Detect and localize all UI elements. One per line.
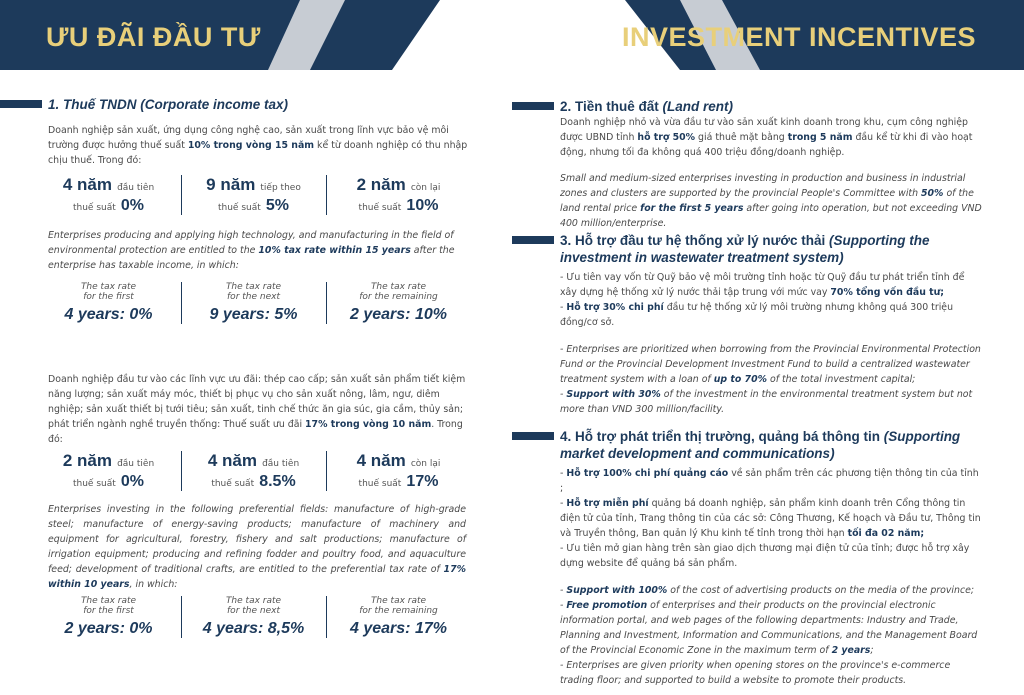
header-title-en: INVESTMENT INCENTIVES xyxy=(621,22,976,52)
paragraph-vi-2: Doanh nghiệp đầu tư vào các lĩnh vực ưu đãi: thép cao cấp; sản xuất sản phẩm tiết kiệm năng lượng; sản xuất máy móc, thiết bị phục vụ cho sản xuất nông, lâm, ngư, diêm nghiệp; sản xuất thiết bị tưới tiêu; sản xuất, tinh chế thức ăn gia súc, gia cầm, thủy sản; phát triển ngành nghề truyền thống: Thuế suất ưu đãi 17% trong vòng 10 năm. Trong đó: xyxy=(48,374,466,445)
list-item: - Hỗ trợ 30% chi phí đầu tư hệ thống xử lý môi trường nhưng không quá 300 triệu đồng/cơ sở. xyxy=(560,302,954,328)
section-title-4: 4. Hỗ trợ phát triển thị trường, quảng bá thông tin (Supporting market development and communications) xyxy=(512,428,982,462)
section-title-3: 3. Hỗ trợ đầu tư hệ thống xử lý nước thải (Supporting the investment in wastewater treatment system) xyxy=(512,232,982,266)
paragraph-en: Small and medium-sized enterprises investing in production and business in industrial zones and clusters are supported by the provincial People's Committee with 50% of the land rental price for the first 5 years after going into operation, but not exceeding VND 400 million/enterprise. xyxy=(560,173,982,229)
stat-item: 2 năm đầu tiên thuế suất 0% xyxy=(62,451,155,490)
stat-item: The tax rate for the next 4 years: 8,5% xyxy=(181,596,326,638)
stats-row-vi-2 xyxy=(36,451,471,491)
stat-item: 4 năm đầu tiên thuế suất 8.5% xyxy=(181,451,326,491)
list-item: - Support with 30% of the investment in the environmental treatment system but not more than VND 300 million/facility. xyxy=(560,389,973,415)
section-land-rent xyxy=(512,98,982,231)
list-item: - Enterprises are given priority when opening stores on the province's e-commerce trading floor; and supported to build a website to promote their products. xyxy=(560,660,951,686)
stat-item: The tax rate for the next 9 years: 5% xyxy=(181,282,326,324)
stat-item: The tax rate for the first 4 years: 0% xyxy=(64,282,153,323)
stat-item: 2 năm còn lại thuế suất 10% xyxy=(326,175,471,215)
header-title-vi: ƯU ĐÃI ĐẦU TƯ xyxy=(46,22,261,52)
stat-item: 9 năm tiếp theo thuế suất 5% xyxy=(181,175,326,215)
list-item: - Free promotion of enterprises and their products on the provincial electronic information portal, and web pages of the following departments: Industry and Trade, Planning and Investment, Information and Communications, and the Management Board of the Provincial Economic Zone in the maximum term of 2 years; xyxy=(560,600,978,656)
list-item: - Ưu tiên vay vốn từ Quỹ bảo vệ môi trường tỉnh hoặc từ Quỹ đầu tư phát triển tỉnh để xây dựng hệ thống xử lý nước thải tập trung với mức vay 70% tổng vốn đầu tư; xyxy=(560,272,965,298)
title-bar xyxy=(512,102,554,110)
section-corporate-income-tax xyxy=(0,96,470,168)
stats-row-vi-1 xyxy=(36,175,471,215)
paragraph-en-2: Enterprises investing in the following preferential fields: manufacture of high-grade steel; manufacture of energy-saving products; manufacture of machinery and equipment for agricultural, forestry, fishery and salt productions; manufacture of irrigation equipment; producing and refining fodder and poultry food, and aquaculture feed; development of traditional crafts, are entitled to the preferential tax rate of 17% within 10 years, in which: xyxy=(48,504,466,590)
section-market-development xyxy=(512,428,982,688)
section-title-2: 2. Tiền thuê đất (Land rent) xyxy=(512,98,982,115)
list-item: - Hỗ trợ 100% chi phí quảng cáo về sản phẩm trên các phương tiện thông tin của tỉnh ; xyxy=(560,468,979,494)
title-bar xyxy=(0,100,42,108)
list-item: - Enterprises are prioritized when borrowing from the Provincial Environmental Protection Fund or the Provincial Development Investment Fund to build a centralized wastewater treatment system with a loan of up to 70% of the total investment capital; xyxy=(560,344,981,385)
paragraph-vi: Doanh nghiệp sản xuất, ứng dụng công nghệ cao, sản xuất trong lĩnh vực bảo vệ môi trường được hưởng thuế suất 10% trong vòng 15 năm kể từ doanh nghiệp có thu nhập chịu thuế. Trong đó: xyxy=(48,125,468,166)
paragraph-vi: Doanh nghiệp nhỏ và vừa đầu tư vào sản xuất kinh doanh trong khu, cụm công nghiệp được UBND tỉnh hỗ trợ 50% giá thuê mặt bằng trong 5 năm đầu kể từ khi đi vào hoạt động, nhưng tối đa không quá 400 triệu đồng/doanh nghiệp. xyxy=(560,117,973,158)
stat-item: The tax rate for the remaining 4 years: 17% xyxy=(326,596,471,638)
stats-row-en-2 xyxy=(36,596,471,638)
list-item: - Support with 100% of the cost of advertising products on the media of the province; xyxy=(560,585,975,596)
title-bar xyxy=(512,432,554,440)
stat-item: The tax rate for the first 2 years: 0% xyxy=(64,596,153,637)
paragraph-en: Enterprises producing and applying high technology, and manufacturing in the field of environmental protection are entitled to the 10% tax rate within 15 years after the enterprise has taxable income, in which: xyxy=(48,230,455,271)
section-title-1: 1. Thuế TNDN (Corporate income tax) xyxy=(0,96,470,113)
header-banner xyxy=(0,0,1024,70)
stats-row-en-1 xyxy=(36,282,471,324)
stat-item: 4 năm đầu tiên thuế suất 0% xyxy=(62,175,155,214)
list-item: - Hỗ trợ miễn phí quảng bá doanh nghiệp, sản phẩm kinh doanh trên Cổng thông tin điện tử của tỉnh, Trang thông tin của các sở: Công Thương, Kế hoạch và Đầu tư, Thông tin và Truyền thông, Ban quản lý Khu kinh tế tỉnh trong thời hạn tối đa 02 năm; xyxy=(560,498,981,539)
list-item: - Ưu tiên mở gian hàng trên sàn giao dịch thương mại điện tử của tỉnh; được hỗ trợ xây dựng website để quảng bá sản phẩm. xyxy=(560,543,970,569)
section-wastewater xyxy=(512,232,982,417)
stat-item: 4 năm còn lại thuế suất 17% xyxy=(326,451,471,491)
title-bar xyxy=(512,236,554,244)
stat-item: The tax rate for the remaining 2 years: 10% xyxy=(326,282,471,324)
